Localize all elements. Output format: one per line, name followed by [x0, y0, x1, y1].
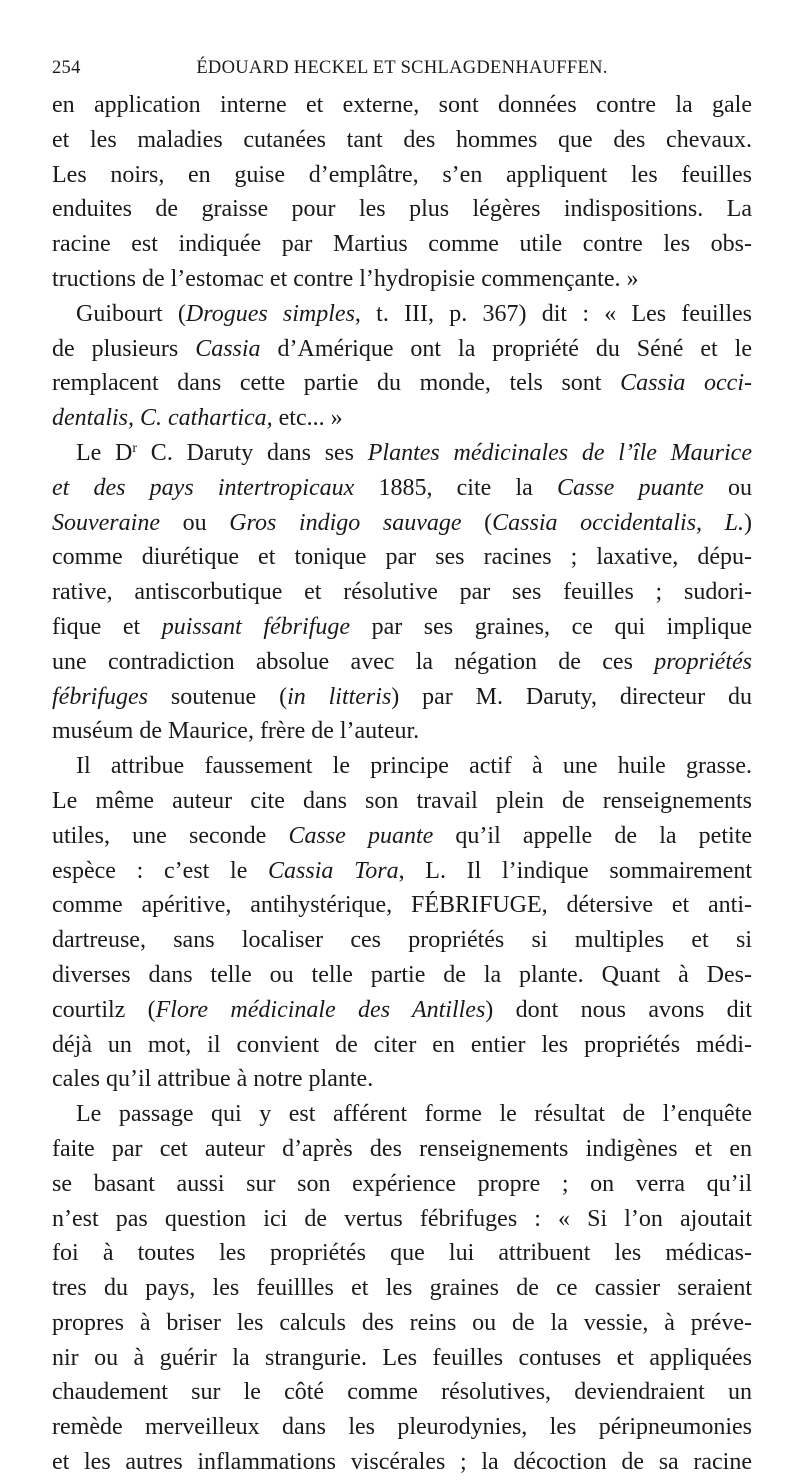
text-run: de plusieurs: [52, 335, 196, 362]
superscript: r: [132, 440, 138, 456]
body-text: [52, 88, 752, 1480]
page-number: 254: [52, 58, 81, 78]
text-line: et les maladies cutanées tant des hommes que des chevaux.: [52, 126, 752, 153]
text-line: [52, 854, 752, 889]
text-line: en application interne et externe, sont données contre la gale: [52, 92, 752, 118]
italic-text: Flore médicinale des Antilles: [155, 996, 486, 1023]
text-line: comme apéritive, antihystérique, FÉBRIFUGE, détersive et anti-: [52, 892, 752, 919]
text-run: (: [461, 509, 493, 536]
italic-text: Casse puante: [556, 474, 704, 501]
text-line: déjà un mot, il convient de citer en entier les propriétés médi-: [52, 1031, 752, 1058]
text-run: Le D: [76, 439, 133, 466]
text-line: propres à briser les calculs des reins ou de la vessie, à préve-: [52, 1309, 752, 1336]
text-run: d’Amérique ont la propriété du Séné et le: [260, 335, 752, 362]
text-line: comme diurétique et tonique par ses racines ; laxative, dépu-: [52, 544, 752, 571]
text-line: [52, 332, 752, 367]
text-line: tructions de l’estomac et contre l’hydropisie commençante. »: [52, 265, 639, 292]
italic-text: puissant fébrifuge: [161, 613, 351, 640]
text-run: soutenue (: [148, 683, 288, 710]
text-line: [52, 436, 752, 471]
italic-text: Cassia: [195, 335, 261, 362]
text-line: Les noirs, en guise d’emplâtre, s’en appliquent les feuilles: [52, 161, 752, 188]
text-line: [52, 401, 752, 436]
text-line: [52, 471, 752, 506]
text-run: remplacent dans cette partie du monde, tels sont: [52, 370, 621, 397]
text-line: [52, 506, 752, 541]
italic-text: propriétés: [654, 648, 752, 675]
text-line: [52, 297, 752, 332]
text-run: ou: [159, 509, 230, 536]
text-line: et les autres inflammations viscérales ; la décoction de sa racine: [52, 1449, 752, 1476]
text-run: , t. III, p. 367) dit : « Les feuilles: [354, 300, 753, 327]
italic-text: Drogues simples: [185, 300, 355, 327]
italic-text: dentalis, C. cathartica,: [52, 405, 273, 432]
italic-text: et des pays intertropicaux: [52, 474, 355, 501]
text-run: ) par M. Daruty, directeur du: [391, 683, 752, 710]
text-line: nir ou à guérir la strangurie. Les feuilles contuses et appliquées: [52, 1344, 752, 1371]
text-line: foi à toutes les propriétés que lui attribuent les médicas-: [52, 1240, 752, 1267]
page-header: [52, 58, 752, 82]
text-line: diverses dans telle ou telle partie de la plante. Quant à Des-: [52, 961, 752, 988]
running-head: ÉDOUARD HECKEL ET SCHLAGDENHAUFFEN.: [196, 58, 608, 78]
text-line: chaudement sur le côté comme résolutives, deviendraient un: [52, 1379, 752, 1406]
text-run: 1885, cite la: [354, 474, 557, 501]
text-line: [52, 645, 752, 680]
text-line: [52, 993, 752, 1028]
text-run: fique et: [52, 613, 162, 640]
text-line: Le même auteur cite dans son travail plein de renseignements: [52, 787, 752, 814]
text-run: utiles, une seconde: [52, 822, 289, 849]
text-run: qu’il appelle de la petite: [433, 822, 752, 849]
text-line: n’est pas question ici de vertus fébrifuges : « Si l’on ajoutait: [52, 1205, 752, 1232]
text-line: cales qu’il attribue à notre plante.: [52, 1066, 374, 1093]
italic-text: Souveraine: [52, 509, 160, 536]
text-line: [52, 819, 752, 854]
text-run: ou: [703, 474, 752, 501]
text-line: rative, antiscorbutique et résolutive par ses feuilles ; sudori-: [52, 579, 752, 606]
text-run: espèce : c’est le: [52, 857, 269, 884]
italic-text: Cassia Tora: [268, 857, 399, 884]
text-line: [52, 680, 752, 715]
italic-text: Cassia occi-: [620, 370, 752, 397]
italic-text: in litteris: [287, 683, 392, 710]
text-run: etc... »: [272, 405, 343, 432]
italic-text: Cassia occidentalis, L.: [492, 509, 745, 536]
italic-text: Casse puante: [288, 822, 434, 849]
text-run: , L. Il l’indique sommairement: [398, 857, 752, 884]
text-line: remède merveilleux dans les pleurodynies, les péripneumonies: [52, 1414, 752, 1441]
text-run: ) dont nous avons dit: [485, 996, 753, 1023]
text-run: par ses graines, ce qui implique: [350, 613, 752, 640]
text-run: ): [744, 509, 753, 536]
text-line: tres du pays, les feuillles et les graines de ce cassier seraient: [52, 1275, 752, 1302]
text-line: Il attribue faussement le principe actif à une huile grasse.: [76, 753, 752, 780]
text-run: Guibourt (: [76, 300, 186, 327]
italic-text: fébrifuges: [52, 683, 148, 710]
text-run: C. Daruty dans ses: [137, 439, 368, 466]
text-line: dartreuse, sans localiser ces propriétés si multiples et si: [52, 927, 752, 954]
italic-text: Gros indigo sauvage: [229, 509, 462, 536]
text-line: Le passage qui y est afférent forme le résultat de l’enquête: [76, 1101, 752, 1128]
text-line: racine est indiquée par Martius comme utile contre les obs-: [52, 231, 752, 258]
text-line: muséum de Maurice, frère de l’auteur.: [52, 718, 420, 745]
text-line: [52, 366, 752, 401]
text-run: une contradiction absolue avec la négation de ces: [52, 648, 655, 675]
text-line: faite par cet auteur d’après des renseignements indigènes et en: [52, 1135, 752, 1162]
italic-text: Plantes médicinales de l’île Maurice: [367, 439, 752, 466]
text-line: se basant aussi sur son expérience propre ; on verra qu’il: [52, 1170, 752, 1197]
text-run: courtilz (: [52, 996, 156, 1023]
text-line: enduites de graisse pour les plus légères indispositions. La: [52, 196, 752, 223]
text-line: [52, 610, 752, 645]
